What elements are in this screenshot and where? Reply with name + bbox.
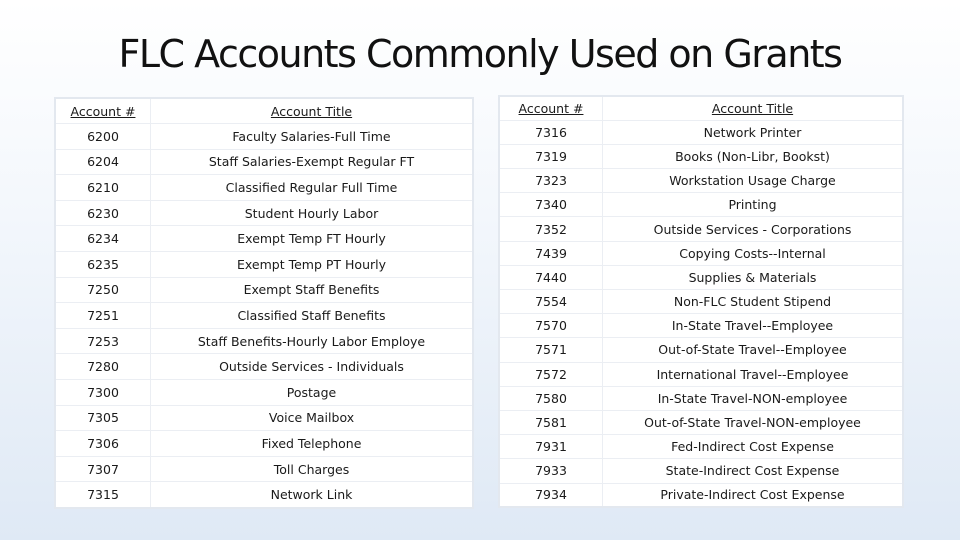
table-row [499, 290, 903, 314]
account-title-cell: Copying Costs--Internal [603, 241, 904, 265]
account-title-cell: Fed-Indirect Cost Expense [603, 435, 904, 459]
account-title-cell: Staff Salaries-Exempt Regular FT [151, 149, 474, 175]
account-number-cell: 7934 [499, 483, 603, 507]
account-number-cell: 7253 [55, 328, 151, 354]
account-title-cell: Fixed Telephone [151, 431, 474, 457]
account-title-cell: Student Hourly Labor [151, 200, 474, 226]
table-row [55, 405, 473, 431]
account-title-cell: Exempt Temp FT Hourly [151, 226, 474, 252]
account-number-cell: 7352 [499, 217, 603, 241]
account-number-cell: 7300 [55, 380, 151, 406]
account-title-cell: State-Indirect Cost Expense [603, 459, 904, 483]
account-number-cell: 7933 [499, 459, 603, 483]
table-row [55, 354, 473, 380]
account-title-cell: International Travel--Employee [603, 362, 904, 386]
account-number-cell: 7554 [499, 290, 603, 314]
table-row [499, 338, 903, 362]
account-number-header: Account # [55, 98, 151, 124]
account-number-cell: 7316 [499, 120, 603, 144]
table-row [499, 169, 903, 193]
accounts-table-left-body [55, 124, 473, 508]
account-title-cell: Private-Indirect Cost Expense [603, 483, 904, 507]
account-title-cell: Printing [603, 193, 904, 217]
account-title-cell: Supplies & Materials [603, 265, 904, 289]
table-row [55, 124, 473, 150]
table-row [55, 456, 473, 482]
table-row [55, 328, 473, 354]
account-title-cell: Toll Charges [151, 456, 474, 482]
account-number-cell: 7305 [55, 405, 151, 431]
account-title-cell: Outside Services - Corporations [603, 217, 904, 241]
account-number-cell: 7931 [499, 435, 603, 459]
table-header-row [55, 98, 473, 124]
account-title-cell: Network Link [151, 482, 474, 508]
account-title-cell: Classified Regular Full Time [151, 175, 474, 201]
table-header-row [499, 96, 903, 120]
table-row [55, 482, 473, 508]
account-number-cell: 7251 [55, 303, 151, 329]
account-number-cell: 7319 [499, 144, 603, 168]
account-title-header: Account Title [151, 98, 474, 124]
table-row [55, 252, 473, 278]
account-number-cell: 7440 [499, 265, 603, 289]
account-number-cell: 7315 [55, 482, 151, 508]
account-number-header: Account # [499, 96, 603, 120]
account-title-cell: Out-of-State Travel--Employee [603, 338, 904, 362]
table-row [55, 200, 473, 226]
account-number-cell: 6210 [55, 175, 151, 201]
account-title-cell: Exempt Staff Benefits [151, 277, 474, 303]
account-title-cell: Outside Services - Individuals [151, 354, 474, 380]
table-row [499, 217, 903, 241]
table-row [55, 431, 473, 457]
account-title-cell: Voice Mailbox [151, 405, 474, 431]
account-number-cell: 7581 [499, 410, 603, 434]
account-title-cell: Out-of-State Travel-NON-employee [603, 410, 904, 434]
page-title: FLC Accounts Commonly Used on Grants [118, 32, 842, 76]
account-title-cell: Exempt Temp PT Hourly [151, 252, 474, 278]
table-row [55, 277, 473, 303]
table-row [55, 175, 473, 201]
account-title-cell: In-State Travel--Employee [603, 314, 904, 338]
table-row [499, 241, 903, 265]
account-title-cell: In-State Travel-NON-employee [603, 386, 904, 410]
account-number-cell: 7280 [55, 354, 151, 380]
table-row [499, 483, 903, 507]
table-row [499, 386, 903, 410]
account-number-cell: 7570 [499, 314, 603, 338]
account-title-cell: Classified Staff Benefits [151, 303, 474, 329]
table-row [499, 435, 903, 459]
account-title-cell: Non-FLC Student Stipend [603, 290, 904, 314]
table-row [499, 193, 903, 217]
table-row [499, 265, 903, 289]
account-title-cell: Network Printer [603, 120, 904, 144]
account-number-cell: 7340 [499, 193, 603, 217]
accounts-table-left [54, 97, 474, 509]
account-number-cell: 6230 [55, 200, 151, 226]
table-row [499, 314, 903, 338]
table-row [499, 144, 903, 168]
table-row [55, 226, 473, 252]
table-row [499, 362, 903, 386]
account-number-cell: 6234 [55, 226, 151, 252]
accounts-table-right [498, 95, 904, 508]
account-title-cell: Faculty Salaries-Full Time [151, 124, 474, 150]
account-number-cell: 7439 [499, 241, 603, 265]
account-number-cell: 7307 [55, 456, 151, 482]
account-number-cell: 7250 [55, 277, 151, 303]
account-title-cell: Books (Non-Libr, Bookst) [603, 144, 904, 168]
table-row [499, 120, 903, 144]
account-number-cell: 7580 [499, 386, 603, 410]
accounts-table-right-body [499, 120, 903, 507]
account-number-cell: 7306 [55, 431, 151, 457]
account-number-cell: 7323 [499, 169, 603, 193]
account-number-cell: 6204 [55, 149, 151, 175]
table-row [499, 410, 903, 434]
account-title-cell: Postage [151, 380, 474, 406]
account-number-cell: 7571 [499, 338, 603, 362]
account-title-header: Account Title [603, 96, 904, 120]
table-row [499, 459, 903, 483]
account-title-cell: Workstation Usage Charge [603, 169, 904, 193]
table-row [55, 380, 473, 406]
table-row [55, 303, 473, 329]
table-row [55, 149, 473, 175]
account-number-cell: 6200 [55, 124, 151, 150]
account-title-cell: Staff Benefits-Hourly Labor Employe [151, 328, 474, 354]
account-number-cell: 7572 [499, 362, 603, 386]
account-number-cell: 6235 [55, 252, 151, 278]
